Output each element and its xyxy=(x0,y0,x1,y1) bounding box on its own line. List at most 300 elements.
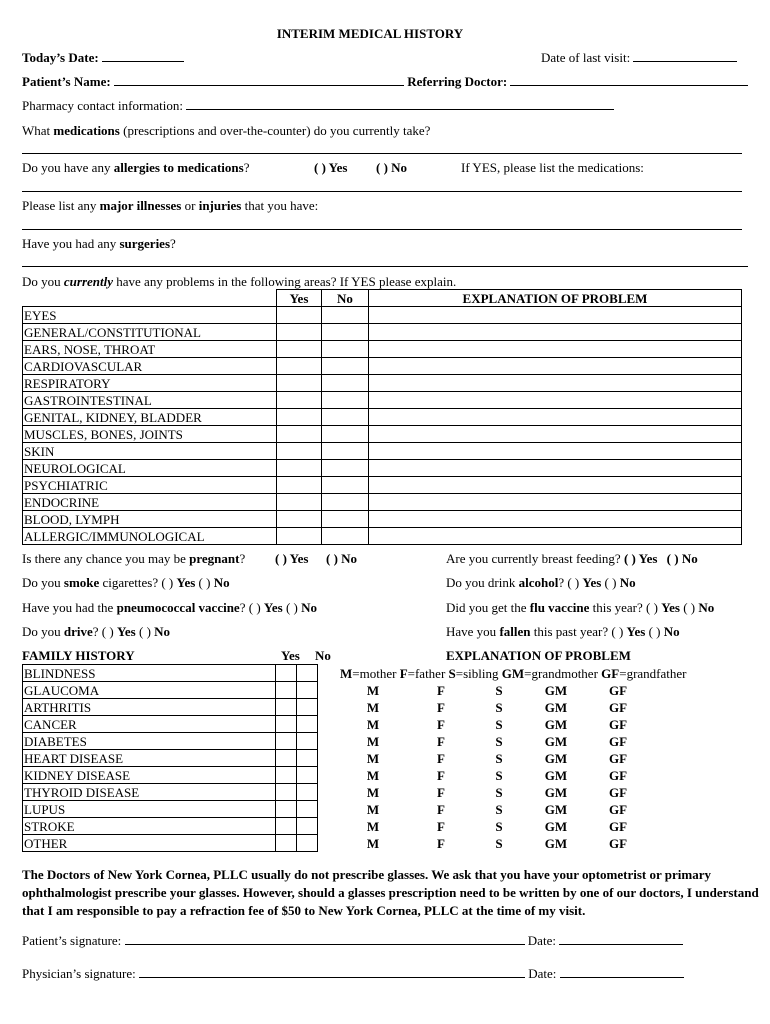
family-member-option[interactable]: M xyxy=(366,784,380,800)
family-condition-label: GLAUCOMA xyxy=(23,682,276,699)
family-member-option[interactable]: GM xyxy=(544,682,568,698)
patient-signature-label: Patient’s signature: xyxy=(22,933,122,948)
pregnant-no-option[interactable]: ( ) No xyxy=(326,551,358,566)
flu-yes-option[interactable]: Yes xyxy=(661,600,680,615)
family-member-option[interactable]: GF xyxy=(608,801,628,817)
q-bold: currently xyxy=(63,274,114,289)
family-explanation xyxy=(318,784,687,801)
family-member-option[interactable]: F xyxy=(437,818,445,834)
legend-text: =father xyxy=(407,665,449,681)
problem-no-cell[interactable] xyxy=(322,511,369,528)
problems-col-yes: Yes xyxy=(277,290,322,307)
medications-question xyxy=(22,123,430,138)
legend-key: GM xyxy=(501,665,525,681)
family-member-option[interactable]: F xyxy=(437,682,445,698)
problem-area-label: CARDIOVASCULAR xyxy=(23,358,277,375)
problem-explanation-cell[interactable] xyxy=(369,409,742,426)
family-condition-label: LUPUS xyxy=(23,801,276,818)
smoke-no-option[interactable]: No xyxy=(213,575,230,590)
fallen-yes-option[interactable]: Yes xyxy=(626,624,646,639)
pregnant-yes-option[interactable]: ( ) Yes xyxy=(275,551,309,566)
alcohol-no-option[interactable]: No xyxy=(619,575,636,590)
family-member-option[interactable]: GM xyxy=(544,733,568,749)
problem-no-cell[interactable] xyxy=(322,392,369,409)
family-no-cell[interactable] xyxy=(297,818,318,835)
q-text: ( ) xyxy=(135,624,155,639)
q-text: ( ) xyxy=(645,624,664,639)
legend-text: =sibling xyxy=(455,665,502,681)
family-member-option[interactable]: M xyxy=(366,835,380,851)
illnesses-question xyxy=(22,198,318,213)
family-no-cell[interactable] xyxy=(297,716,318,733)
family-member-option[interactable]: GF xyxy=(608,767,628,783)
problem-row xyxy=(23,358,742,375)
family-explanation xyxy=(318,665,687,682)
family-member-option[interactable]: F xyxy=(437,750,445,766)
problem-explanation-cell[interactable] xyxy=(369,494,742,511)
problem-explanation-cell[interactable] xyxy=(369,528,742,545)
problem-row xyxy=(23,460,742,477)
breastfeeding-yes-option[interactable]: ( ) Yes xyxy=(623,551,658,566)
form-title: INTERIM MEDICAL HISTORY xyxy=(276,26,464,41)
alcohol-yes-option[interactable]: Yes xyxy=(582,575,602,590)
family-member-option[interactable]: GF xyxy=(608,818,628,834)
family-member-option[interactable]: GF xyxy=(608,699,628,715)
problem-no-cell[interactable] xyxy=(322,409,369,426)
fallen-no-option[interactable]: No xyxy=(663,624,680,639)
problem-yes-cell[interactable] xyxy=(277,409,322,426)
pharmacy-field[interactable] xyxy=(186,98,614,110)
problem-explanation-cell[interactable] xyxy=(369,426,742,443)
family-member-option[interactable]: GF xyxy=(608,733,628,749)
family-explanation xyxy=(318,801,687,818)
family-member-option[interactable]: M xyxy=(366,716,380,732)
q-text: Have you had any xyxy=(22,236,120,251)
family-member-option[interactable]: GM xyxy=(544,784,568,800)
q-bold: allergies to medications xyxy=(113,160,244,175)
problem-row xyxy=(23,375,742,392)
problems-col-explanation: EXPLANATION OF PROBLEM xyxy=(369,290,742,307)
physician-signature-row xyxy=(22,966,684,981)
problem-yes-cell[interactable] xyxy=(277,426,322,443)
family-no-cell[interactable] xyxy=(297,733,318,750)
pneumococcal-question xyxy=(22,600,317,615)
q-text: ? xyxy=(170,236,176,251)
todays-date-field[interactable] xyxy=(102,50,184,62)
problem-row xyxy=(23,307,742,324)
family-yes-cell[interactable] xyxy=(276,818,297,835)
problem-yes-cell[interactable] xyxy=(277,375,322,392)
family-yes-cell[interactable] xyxy=(276,750,297,767)
patient-name-row xyxy=(22,74,748,89)
problem-explanation-cell[interactable] xyxy=(369,324,742,341)
family-member-option[interactable]: M xyxy=(366,767,380,783)
pharmacy-row xyxy=(22,98,614,113)
problem-area-label: RESPIRATORY xyxy=(23,375,277,392)
family-member-option[interactable]: GM xyxy=(544,801,568,817)
patient-date-label: Date: xyxy=(527,933,556,948)
family-col-no: No xyxy=(315,648,331,663)
problem-no-cell[interactable] xyxy=(322,324,369,341)
q-text: Do you xyxy=(22,624,64,639)
family-member-option[interactable]: F xyxy=(437,733,445,749)
family-row xyxy=(23,716,687,733)
allergies-line[interactable] xyxy=(22,191,742,192)
last-visit-row xyxy=(541,50,737,65)
referring-doctor-field[interactable] xyxy=(510,74,748,86)
problem-row xyxy=(23,511,742,528)
q-text: Please list any xyxy=(22,198,100,213)
problem-area-label: NEUROLOGICAL xyxy=(23,460,277,477)
problems-header-row xyxy=(23,290,742,307)
breastfeeding-question xyxy=(446,551,698,566)
problem-area-label: ALLERGIC/IMMUNOLOGICAL xyxy=(23,528,277,545)
problem-row xyxy=(23,528,742,545)
patient-name-label: Patient’s Name: xyxy=(22,74,111,89)
family-row xyxy=(23,750,687,767)
problem-row xyxy=(23,494,742,511)
family-member-option[interactable]: F xyxy=(437,767,445,783)
smoke-yes-option[interactable]: Yes xyxy=(176,575,196,590)
family-condition-label: STROKE xyxy=(23,818,276,835)
family-member-option[interactable]: S xyxy=(495,835,503,851)
problem-explanation-cell[interactable] xyxy=(369,392,742,409)
family-row xyxy=(23,733,687,750)
problem-row xyxy=(23,477,742,494)
problem-row xyxy=(23,392,742,409)
family-col-explanation: EXPLANATION OF PROBLEM xyxy=(446,648,631,663)
family-condition-label: ARTHRITIS xyxy=(23,699,276,716)
q-bold: flu vaccine xyxy=(529,600,590,615)
legend-key: M xyxy=(340,665,353,681)
problem-no-cell[interactable] xyxy=(322,375,369,392)
family-row xyxy=(23,682,687,699)
family-no-cell[interactable] xyxy=(297,835,318,852)
family-member-option[interactable]: M xyxy=(366,682,380,698)
q-text: ( ) xyxy=(282,600,302,615)
q-text: this year? ( ) xyxy=(589,600,662,615)
q-bold: drive xyxy=(63,624,93,639)
pneumococcal-no-option[interactable]: No xyxy=(301,600,317,615)
q-bold: injuries xyxy=(198,198,242,213)
physician-date-field[interactable] xyxy=(560,966,684,978)
family-yes-cell[interactable] xyxy=(276,699,297,716)
legend-key: F xyxy=(399,665,408,681)
problem-yes-cell[interactable] xyxy=(277,341,322,358)
family-condition-label: BLINDNESS xyxy=(23,665,276,682)
q-text: Did you get the xyxy=(446,600,530,615)
drive-no-option[interactable]: No xyxy=(154,624,171,639)
problem-yes-cell[interactable] xyxy=(277,324,322,341)
q-text: Do you have any xyxy=(22,160,114,175)
problem-yes-cell[interactable] xyxy=(277,511,322,528)
legend-key: S xyxy=(448,665,456,681)
family-member-option[interactable]: GM xyxy=(544,699,568,715)
problem-yes-cell[interactable] xyxy=(277,443,322,460)
family-member-option[interactable]: GF xyxy=(608,784,628,800)
pregnant-question xyxy=(22,551,245,566)
problems-table xyxy=(22,289,742,545)
family-explanation xyxy=(318,733,687,750)
surgeries-line[interactable] xyxy=(22,266,748,267)
family-member-option[interactable]: GM xyxy=(544,750,568,766)
family-member-option[interactable]: S xyxy=(495,767,503,783)
family-row xyxy=(23,818,687,835)
family-row xyxy=(23,835,687,852)
family-member-option[interactable]: GF xyxy=(608,682,628,698)
family-no-cell[interactable] xyxy=(297,750,318,767)
family-row xyxy=(23,665,687,682)
todays-date-row xyxy=(22,50,184,65)
q-bold: fallen xyxy=(499,624,531,639)
family-member-option[interactable]: F xyxy=(437,784,445,800)
q-text: Do you drink xyxy=(446,575,519,590)
family-member-option[interactable]: S xyxy=(495,733,503,749)
family-member-option[interactable]: M xyxy=(366,699,380,715)
problem-row xyxy=(23,443,742,460)
problem-row xyxy=(23,341,742,358)
family-member-option[interactable]: S xyxy=(495,699,503,715)
family-yes-cell[interactable] xyxy=(276,682,297,699)
family-no-cell[interactable] xyxy=(297,665,318,682)
drive-question xyxy=(22,624,170,639)
problem-area-label: PSYCHIATRIC xyxy=(23,477,277,494)
family-yes-cell[interactable] xyxy=(276,733,297,750)
q-text: (prescriptions and over-the-counter) do you currently take? xyxy=(119,123,431,138)
problem-area-label: GENITAL, KIDNEY, BLADDER xyxy=(23,409,277,426)
problem-area-label: SKIN xyxy=(23,443,277,460)
q-bold: medications xyxy=(53,123,120,138)
problem-yes-cell[interactable] xyxy=(277,307,322,324)
problems-col-no: No xyxy=(322,290,369,307)
family-explanation xyxy=(318,682,687,699)
family-condition-label: KIDNEY DISEASE xyxy=(23,767,276,784)
family-yes-cell[interactable] xyxy=(276,665,297,682)
q-text: ( ) xyxy=(601,575,620,590)
breastfeeding-no-option[interactable]: ( ) No xyxy=(666,551,698,566)
problem-explanation-cell[interactable] xyxy=(369,511,742,528)
family-condition-label: DIABETES xyxy=(23,733,276,750)
family-explanation xyxy=(318,835,687,852)
q-text: ( ) xyxy=(195,575,214,590)
illnesses-line[interactable] xyxy=(22,229,742,230)
problem-no-cell[interactable] xyxy=(322,307,369,324)
patient-date-field[interactable] xyxy=(559,933,683,945)
last-visit-label: Date of last visit: xyxy=(541,50,631,65)
problem-no-cell[interactable] xyxy=(322,460,369,477)
family-member-option[interactable]: F xyxy=(437,801,445,817)
family-row xyxy=(23,767,687,784)
family-no-cell[interactable] xyxy=(297,801,318,818)
family-member-option[interactable]: S xyxy=(495,801,503,817)
family-member-option[interactable]: M xyxy=(366,801,380,817)
q-text: ? xyxy=(243,160,250,175)
q-text: have any problems in the following areas? If YES please explain. xyxy=(113,274,457,289)
problem-yes-cell[interactable] xyxy=(277,460,322,477)
problem-yes-cell[interactable] xyxy=(277,477,322,494)
q-text: ? xyxy=(239,551,246,566)
family-no-cell[interactable] xyxy=(297,699,318,716)
family-history-title: FAMILY HISTORY xyxy=(22,648,135,663)
allergies-question xyxy=(22,160,249,175)
family-no-cell[interactable] xyxy=(297,784,318,801)
family-member-option[interactable]: S xyxy=(495,818,503,834)
q-text: Have you xyxy=(446,624,500,639)
flu-no-option[interactable]: No xyxy=(698,600,715,615)
problem-explanation-cell[interactable] xyxy=(369,477,742,494)
pharmacy-label: Pharmacy contact information: xyxy=(22,98,184,113)
problem-area-label: GASTROINTESTINAL xyxy=(23,392,277,409)
family-member-option[interactable]: M xyxy=(366,818,380,834)
problem-no-cell[interactable] xyxy=(322,477,369,494)
referring-doctor-label: Referring Doctor: xyxy=(407,74,508,89)
physician-signature-field[interactable] xyxy=(139,966,525,978)
problem-explanation-cell[interactable] xyxy=(369,375,742,392)
problem-yes-cell[interactable] xyxy=(277,358,322,375)
problem-area-label: EARS, NOSE, THROAT xyxy=(23,341,277,358)
family-table xyxy=(22,664,687,852)
q-bold: smoke xyxy=(63,575,100,590)
family-no-cell[interactable] xyxy=(297,767,318,784)
pneumococcal-yes-option[interactable]: Yes xyxy=(263,600,283,615)
family-member-option[interactable]: S xyxy=(495,784,503,800)
problem-no-cell[interactable] xyxy=(322,358,369,375)
family-explanation xyxy=(318,818,687,835)
q-bold: pneumococcal vaccine xyxy=(116,600,240,615)
legend-text: =grandmother xyxy=(524,665,602,681)
smoke-question xyxy=(22,575,230,590)
family-member-option[interactable]: GF xyxy=(608,716,628,732)
q-bold: alcohol xyxy=(518,575,559,590)
family-member-option[interactable]: GF xyxy=(608,750,628,766)
family-member-option[interactable]: M xyxy=(366,750,380,766)
family-member-option[interactable]: F xyxy=(437,699,445,715)
medications-line[interactable] xyxy=(22,153,742,154)
problem-no-cell[interactable] xyxy=(322,426,369,443)
family-explanation xyxy=(318,716,687,733)
problem-no-cell[interactable] xyxy=(322,341,369,358)
problem-explanation-cell[interactable] xyxy=(369,341,742,358)
problem-explanation-cell[interactable] xyxy=(369,460,742,477)
problem-explanation-cell[interactable] xyxy=(369,358,742,375)
family-no-cell[interactable] xyxy=(297,682,318,699)
drive-yes-option[interactable]: Yes xyxy=(116,624,136,639)
family-yes-cell[interactable] xyxy=(276,716,297,733)
q-text: cigarettes? ( ) xyxy=(99,575,177,590)
family-member-option[interactable]: GM xyxy=(544,767,568,783)
problem-no-cell[interactable] xyxy=(322,443,369,460)
last-visit-field[interactable] xyxy=(633,50,737,62)
q-text: this past year? ( ) xyxy=(530,624,627,639)
family-yes-cell[interactable] xyxy=(276,784,297,801)
todays-date-label: Today’s Date: xyxy=(22,50,99,65)
family-explanation xyxy=(318,750,687,767)
problem-no-cell[interactable] xyxy=(322,494,369,511)
family-member-option[interactable]: GM xyxy=(544,835,568,851)
problem-yes-cell[interactable] xyxy=(277,528,322,545)
family-member-option[interactable]: M xyxy=(366,733,380,749)
allergies-followup: If YES, please list the medications: xyxy=(461,160,644,175)
alcohol-question xyxy=(446,575,636,590)
problems-header-blank xyxy=(23,290,277,307)
q-text: Have you had the xyxy=(22,600,117,615)
family-member-option[interactable]: S xyxy=(495,750,503,766)
q-bold: major illnesses xyxy=(99,198,182,213)
family-explanation xyxy=(318,699,687,716)
q-text: What xyxy=(22,123,54,138)
q-text: Are you currently breast feeding? xyxy=(446,551,621,566)
patient-signature-field[interactable] xyxy=(125,933,525,945)
family-row xyxy=(23,784,687,801)
family-member-option[interactable]: F xyxy=(437,716,445,732)
family-member-option[interactable]: GM xyxy=(544,818,568,834)
legend-key: GF xyxy=(601,665,620,681)
patient-signature-row xyxy=(22,933,683,948)
problem-yes-cell[interactable] xyxy=(277,392,322,409)
family-yes-cell[interactable] xyxy=(276,767,297,784)
refraction-notice: The Doctors of New York Cornea, PLLC usually do not prescribe glasses. We ask that you have your optometrist or primary ophthalmologist prescribe your glasses. However, should a glasses prescription need to be written by one of our doctors, I understand that I am responsible to pay a refraction fee of $50 to New York Cornea, PLLC at the time of my visit. xyxy=(22,867,759,918)
family-row xyxy=(23,801,687,818)
q-text: ? ( ) xyxy=(92,624,117,639)
problem-yes-cell[interactable] xyxy=(277,494,322,511)
q-bold: pregnant xyxy=(189,551,240,566)
q-text: ? ( ) xyxy=(558,575,583,590)
family-row xyxy=(23,699,687,716)
problems-intro xyxy=(22,274,456,289)
problem-area-label: BLOOD, LYMPH xyxy=(23,511,277,528)
family-explanation xyxy=(318,767,687,784)
family-member-option[interactable]: F xyxy=(437,835,445,851)
q-text: Is there any chance you may be xyxy=(22,551,190,566)
family-col-yes: Yes xyxy=(281,648,300,663)
problem-row xyxy=(23,426,742,443)
flu-question xyxy=(446,600,714,615)
family-yes-cell[interactable] xyxy=(276,801,297,818)
q-text: Do you xyxy=(22,274,64,289)
family-condition-label: HEART DISEASE xyxy=(23,750,276,767)
family-member-option[interactable]: GM xyxy=(544,716,568,732)
physician-signature-label: Physician’s signature: xyxy=(22,966,136,981)
allergies-no-option[interactable]: ( ) No xyxy=(376,160,408,175)
problem-area-label: EYES xyxy=(23,307,277,324)
q-text: that you have: xyxy=(241,198,319,213)
q-bold: surgeries xyxy=(119,236,171,251)
family-condition-label: OTHER xyxy=(23,835,276,852)
fallen-question xyxy=(446,624,680,639)
family-member-option[interactable]: GF xyxy=(608,835,628,851)
problem-area-label: ENDOCRINE xyxy=(23,494,277,511)
problem-explanation-cell[interactable] xyxy=(369,307,742,324)
problem-no-cell[interactable] xyxy=(322,528,369,545)
family-condition-label: CANCER xyxy=(23,716,276,733)
family-member-option[interactable]: S xyxy=(495,716,503,732)
q-text: Do you xyxy=(22,575,64,590)
problem-area-label: GENERAL/CONSTITUTIONAL xyxy=(23,324,277,341)
family-condition-label: THYROID DISEASE xyxy=(23,784,276,801)
legend-text: =grandfather xyxy=(619,665,687,681)
problem-row xyxy=(23,324,742,341)
allergies-yes-option[interactable]: ( ) Yes xyxy=(314,160,348,175)
problem-explanation-cell[interactable] xyxy=(369,443,742,460)
legend-text: =mother xyxy=(352,665,400,681)
surgeries-question xyxy=(22,236,176,251)
physician-date-label: Date: xyxy=(528,966,557,981)
problem-row xyxy=(23,409,742,426)
family-member-option[interactable]: S xyxy=(495,682,503,698)
q-text: or xyxy=(181,198,199,213)
patient-name-field[interactable] xyxy=(114,74,404,86)
family-yes-cell[interactable] xyxy=(276,835,297,852)
